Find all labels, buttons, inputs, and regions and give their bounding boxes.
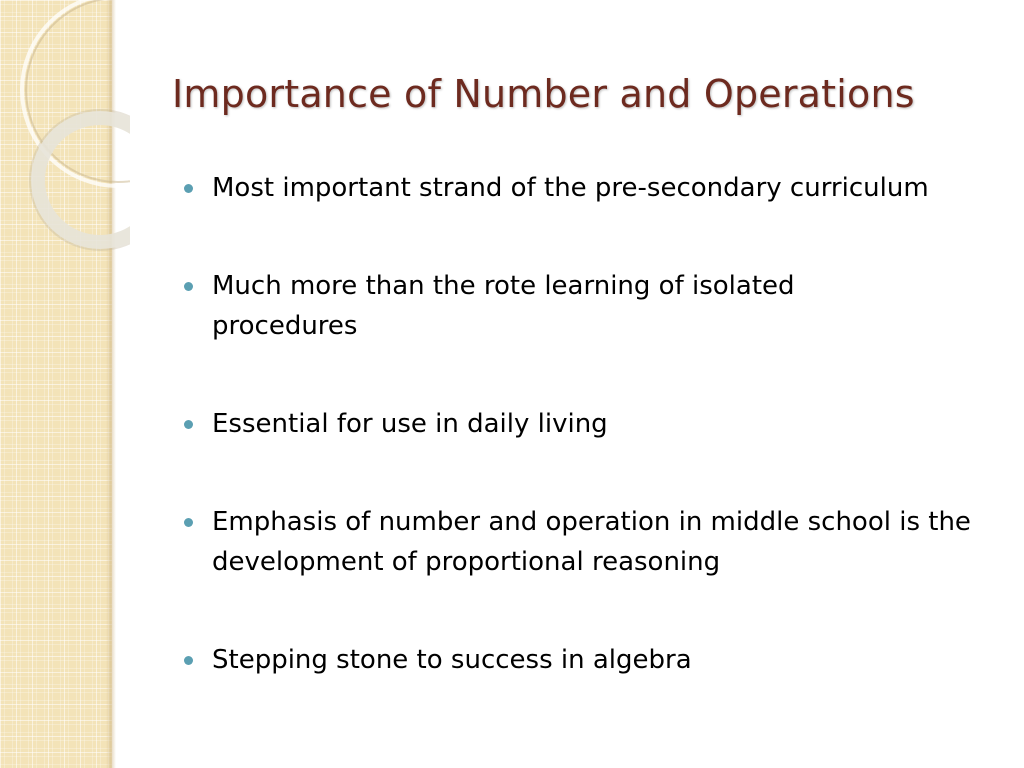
bullet-list bbox=[180, 168, 990, 738]
bullet-text: Stepping stone to success in algebra bbox=[212, 645, 692, 675]
bullet-dot-icon bbox=[184, 518, 193, 527]
bullet-item bbox=[180, 266, 852, 346]
decorative-side-panel bbox=[0, 0, 112, 768]
bullet-dot-icon bbox=[184, 420, 193, 429]
bullet-dot-icon bbox=[184, 184, 193, 193]
bullet-dot-icon bbox=[184, 282, 193, 291]
bullet-text: Essential for use in daily living bbox=[212, 409, 608, 439]
side-panel-edge bbox=[106, 0, 116, 768]
bullet-text: Emphasis of number and operation in middle school is the development of proportional reasoning bbox=[212, 507, 971, 577]
bullet-item bbox=[180, 168, 990, 208]
bullet-item bbox=[180, 502, 992, 582]
bullet-item bbox=[180, 404, 990, 444]
bullet-item bbox=[180, 640, 990, 680]
bullet-text: Much more than the rote learning of isolated procedures bbox=[212, 271, 795, 341]
bullet-dot-icon bbox=[184, 656, 193, 665]
slide-title: Importance of Number and Operations bbox=[172, 72, 915, 116]
bullet-text: Most important strand of the pre-secondary curriculum bbox=[212, 173, 929, 203]
